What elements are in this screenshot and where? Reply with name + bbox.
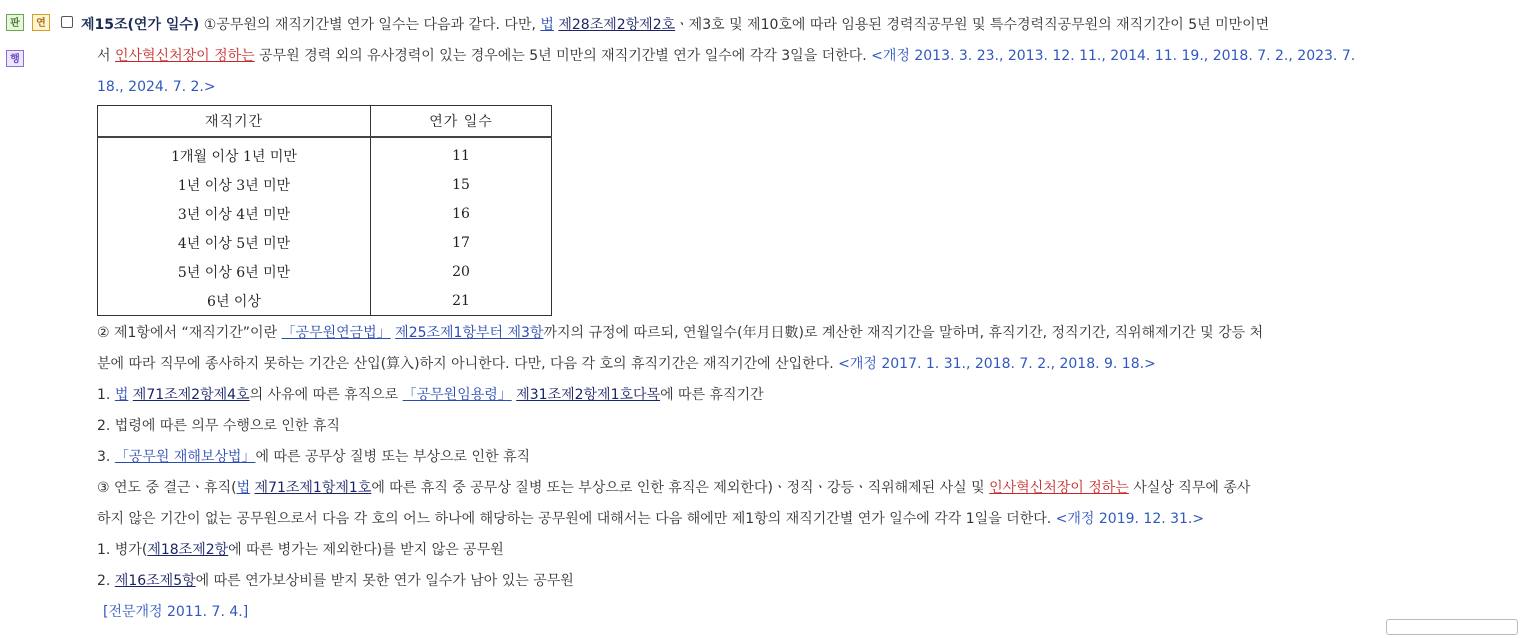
table-cell: 11 xyxy=(452,147,470,164)
article-content xyxy=(81,10,1531,628)
table-cell: 15 xyxy=(452,176,470,193)
item-2-2 xyxy=(81,411,1531,442)
table-cell: 20 xyxy=(452,263,470,280)
paragraph-3-line-2 xyxy=(81,504,1531,535)
item-2-1 xyxy=(81,380,1531,411)
table-cell: 4년 이상 5년 미만 xyxy=(98,228,371,257)
ministry-rule-link[interactable]: 인사혁신처장이 정하는 xyxy=(989,480,1129,496)
text: 에 따른 공무상 질병 또는 부상으로 인한 휴직 xyxy=(255,449,531,465)
paragraph-1-line-2 xyxy=(81,41,1531,72)
text: ③ 연도 중 결근ㆍ휴직( xyxy=(97,480,237,496)
paragraph-3-line-1 xyxy=(81,473,1531,504)
article-71-link[interactable]: 제71조제1항제1호 xyxy=(254,480,372,496)
table-cell: 21 xyxy=(452,292,470,309)
text: 에 따른 휴직기간 xyxy=(660,387,764,403)
full-revision-note: [전문개정 2011. 7. 4.] xyxy=(103,604,249,620)
table-header-period: 재직기간 xyxy=(98,106,371,138)
article-16-link[interactable]: 제16조제5항 xyxy=(114,573,196,589)
revision-note-line xyxy=(81,597,1531,628)
item-3-2 xyxy=(81,566,1531,597)
history-badge[interactable]: 연 xyxy=(32,14,50,31)
paragraph-1-line-3 xyxy=(81,72,1531,103)
table-cell: 3년 이상 4년 미만 xyxy=(98,199,371,228)
amendment-note: <개정 2019. 12. 31.> xyxy=(1055,511,1205,527)
accident-compensation-act-link[interactable]: 「공무원 재해보상법」 xyxy=(114,449,256,465)
table-row xyxy=(98,228,552,257)
table-cell: 5년 이상 6년 미만 xyxy=(98,257,371,286)
text: 의 사유에 따른 휴직으로 xyxy=(249,387,403,403)
text: ①공무원의 재직기간별 연가 일수는 다음과 같다. 다만, xyxy=(199,17,541,33)
table-header-days: 연가 일수 xyxy=(371,106,552,138)
text: 까지의 규정에 따르되, 연월일수(年月日數)로 계산한 재직기간을 말하며, 휴직기간, 정직기간, 직위해제기간 및 강등 처 xyxy=(543,325,1264,341)
table-row xyxy=(98,286,552,316)
amendment-note-cont: 18., 2024. 7. 2.> xyxy=(97,79,216,95)
item-2-3 xyxy=(81,442,1531,473)
article-31-link[interactable]: 제31조제2항제1호다목 xyxy=(516,387,661,403)
text: 1. xyxy=(97,387,115,403)
law-link[interactable]: 법 xyxy=(236,480,251,496)
text: 2. 법령에 따른 의무 수행으로 인한 휴직 xyxy=(97,418,340,434)
article-title: 제15조(연가 일수) xyxy=(81,17,200,33)
table-cell: 1년 이상 3년 미만 xyxy=(98,170,371,199)
paragraph-1-line-1 xyxy=(81,10,1531,41)
appointment-decree-link[interactable]: 「공무원임용령」 xyxy=(402,387,512,403)
text: 하지 않은 기간이 없는 공무원으로서 다음 각 호의 어느 하나에 해당하는 공무원에 대해서는 다음 해에만 제1항의 재직기간별 연가 일수에 각각 1일을 더한다. xyxy=(97,511,1056,527)
article-18-link[interactable]: 제18조제2항 xyxy=(147,542,229,558)
ministry-rule-link[interactable]: 인사혁신처장이 정하는 xyxy=(114,48,255,64)
text: 사실상 직무에 종사 xyxy=(1128,480,1251,496)
partial-control xyxy=(1386,619,1518,635)
article-25-link[interactable]: 제25조제1항부터 제3항 xyxy=(395,325,544,341)
amendment-note: <개정 2017. 1. 31., 2018. 7. 2., 2018. 9. 18.> xyxy=(838,356,1156,372)
article-select-checkbox[interactable] xyxy=(61,16,73,28)
table-row xyxy=(98,199,552,228)
text: 3. xyxy=(97,449,115,465)
law-link[interactable]: 법 xyxy=(114,387,129,403)
amendment-note: <개정 2013. 3. 23., 2013. 12. 11., 2014. 11. 19., 2018. 7. 2., 2023. 7. xyxy=(871,48,1356,64)
text: 공무원 경력 외의 유사경력이 있는 경우에는 5년 미만의 재직기간별 연가 일수에 각각 3일을 더한다. xyxy=(254,48,872,64)
text: ② 제1항에서 “재직기간”이란 xyxy=(97,325,282,341)
law-link[interactable]: 법 xyxy=(540,17,554,33)
paragraph-2-line-1 xyxy=(81,318,1531,349)
administrative-rule-badge[interactable]: 행 xyxy=(6,50,24,67)
paragraph-2-line-2 xyxy=(81,349,1531,380)
article-71-link[interactable]: 제71조제2항제4호 xyxy=(132,387,250,403)
text: ㆍ제3호 및 제10호에 따라 임용된 경력직공무원 및 특수경력직공무원의 재직기간이 5년 미만이면 xyxy=(675,17,1270,33)
table-row xyxy=(98,137,552,170)
table-cell: 1개월 이상 1년 미만 xyxy=(98,137,371,170)
service-period-table xyxy=(97,105,552,316)
table-cell: 6년 이상 xyxy=(98,286,371,316)
article-28-link[interactable]: 제28조제2항제2호 xyxy=(558,17,676,33)
text: 에 따른 휴직 중 공무상 질병 또는 부상으로 인한 휴직은 제외한다)ㆍ정직ㆍ강등ㆍ직위해제된 사실 및 xyxy=(371,480,990,496)
text: 에 따른 연가보상비를 받지 못한 연가 일수가 남아 있는 공무원 xyxy=(195,573,574,589)
table-row xyxy=(98,170,552,199)
pension-act-link[interactable]: 「공무원연금법」 xyxy=(281,325,391,341)
text: 에 따른 병가는 제외한다)를 받지 않은 공무원 xyxy=(228,542,504,558)
item-3-1 xyxy=(81,535,1531,566)
text: 서 xyxy=(97,48,115,64)
table-cell: 16 xyxy=(452,205,470,222)
table-cell: 17 xyxy=(452,234,470,251)
table-row xyxy=(98,257,552,286)
text: 1. 병가( xyxy=(97,542,148,558)
text: 2. xyxy=(97,573,115,589)
precedent-badge[interactable]: 판 xyxy=(6,14,24,31)
text: 분에 따라 직무에 종사하지 못하는 기간은 산입(算入)하지 아니한다. 다만, 다음 각 호의 휴직기간은 재직기간에 산입한다. xyxy=(97,356,839,372)
